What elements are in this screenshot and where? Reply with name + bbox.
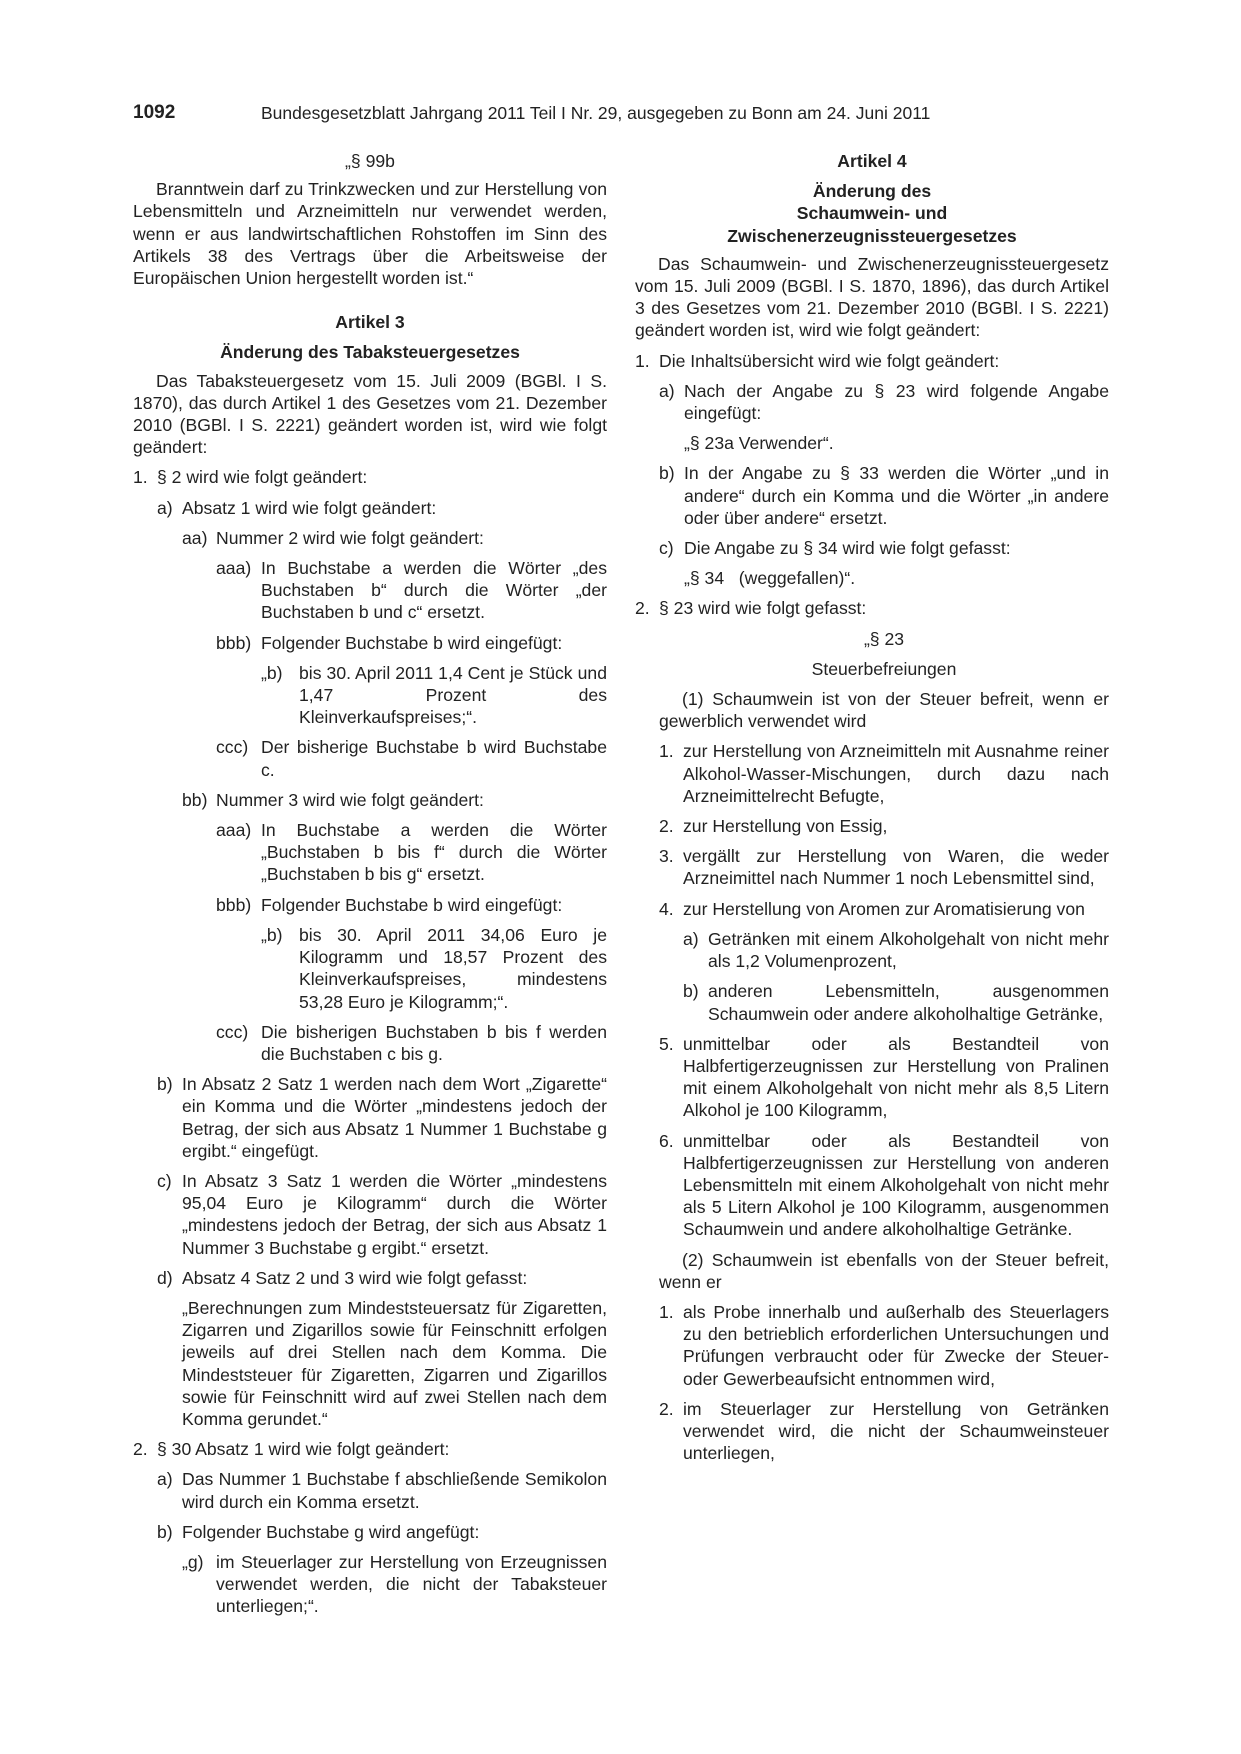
list-item (133, 1438, 607, 1460)
item-text: anderen Lebensmitteln, ausgenommen Schaumwein oder andere alkoholhaltige Getränke, (708, 981, 1109, 1024)
article-4-heading: Artikel 4 (837, 151, 907, 171)
list-item (157, 1267, 607, 1289)
list-item (659, 1398, 1109, 1465)
item-text: In Absatz 2 Satz 1 werden nach dem Wort „Zigarette“ ein Komma und die Wörter „mindestens jedoch der Betrag, der sich aus Absatz 1 Nummer 1 Buchstabe g ergibt.“ eingefügt. (182, 1074, 607, 1161)
item-number: „b) (261, 662, 283, 683)
list-item (659, 898, 1109, 920)
quoted-text: „§ 34 (weggefallen)“. (684, 568, 856, 589)
paragraph-2: (2) Schaumwein ist ebenfalls von der Steuer befreit, wenn er (659, 1249, 1109, 1292)
item-number: 4. (659, 898, 674, 919)
item-number: 1. (659, 741, 674, 762)
item-text: Die Inhaltsübersicht wird wie folgt geändert: (659, 350, 1000, 371)
item-text: zur Herstellung von Arzneimitteln mit Ausnahme reiner Alkohol-Wasser-Mischungen, durch dazu nach Arzneimittelrecht Befugte, (683, 741, 1109, 806)
item-text: § 23 wird wie folgt gefasst: (659, 598, 867, 619)
list-item (659, 815, 1109, 837)
article-3-title: Änderung des Tabaksteuergesetzes (220, 342, 520, 363)
quoted-text: „§ 23a Verwender“. (684, 433, 834, 454)
item-text: zur Herstellung von Essig, (683, 816, 888, 837)
item-number: ccc) (216, 1021, 249, 1042)
item-number: c) (659, 538, 674, 559)
item-text: unmittelbar oder als Bestandteil von Halbfertigerzeugnissen zur Herstellung von anderen Lebensmitteln mit einem Alkoholgehalt von nicht mehr als 5 Litern Alkohol je 100 Kilogramm, ausgenommen Schaumwein und andere alkoholhaltige Getränke. (683, 1130, 1109, 1240)
list-item (659, 1033, 1109, 1122)
item-number: b) (659, 463, 675, 484)
item-text: Absatz 4 Satz 2 und 3 wird wie folgt gefasst: (182, 1267, 528, 1288)
item-number: aaa) (216, 820, 252, 841)
item-number: 2. (635, 598, 650, 619)
list-item (659, 462, 1109, 529)
item-number: a) (659, 380, 675, 401)
item-text: § 2 wird wie folgt geändert: (157, 467, 368, 488)
item-text: In Buchstabe a werden die Wörter „des Buchstaben b“ durch die Wörter „der Buchstaben b und c“ ersetzt. (261, 558, 607, 623)
item-text: In Buchstabe a werden die Wörter „Buchstaben b bis f“ durch die Wörter „Buchstaben b bis g“ ersetzt. (261, 820, 607, 885)
quoted-item (261, 662, 607, 729)
list-item (216, 819, 607, 886)
item-number: 2. (659, 816, 674, 837)
item-text: Getränken mit einem Alkoholgehalt von nicht mehr als 1,2 Volumenprozent, (708, 928, 1109, 972)
list-item (216, 557, 607, 624)
quoted-item (261, 924, 607, 1013)
item-number: ccc) (216, 737, 249, 758)
item-text: unmittelbar oder als Bestandteil von Halbfertigerzeugnissen zur Herstellung von Pralinen mit einem Alkoholgehalt von nicht mehr als 8,5 Litern Alkohol je 100 Kilogramm, (683, 1033, 1109, 1121)
item-text: In Absatz 3 Satz 1 werden die Wörter „mindestens 95,04 Euro je Kilogramm“ durch die Wörter „mindestens jedoch der Betrag, der sich aus Absatz 1 Nummer 3 Buchstabe g ergibt.“ ersetzt. (182, 1170, 607, 1258)
item-number: 1. (133, 467, 148, 488)
list-item (659, 845, 1109, 889)
item-text: Folgender Buchstabe b wird eingefügt: (261, 894, 563, 915)
article-4-title-line3: Zwischenerzeugnissteuergesetzes (727, 225, 1017, 246)
section-99b-text: Branntwein darf zu Trinkzwecken und zur Herstellung von Lebensmitteln und Arzneimitteln nur verwendet werden, wenn er aus landwirtschaftlichen Rohstoffen im Sinn des Artikels 38 des Vertrags über die Arbeitsweise der Europäischen Union hergestellt worden ist.“ (133, 179, 607, 289)
item-text: Die Angabe zu § 34 wird wie folgt gefasst: (684, 538, 1011, 559)
item-number: aa) (182, 527, 208, 548)
list-item (635, 350, 1109, 372)
list-item (659, 380, 1109, 424)
list-item (157, 1170, 607, 1259)
section-23-subtitle: Steuerbefreiungen (811, 658, 957, 679)
item-number: 5. (659, 1033, 674, 1054)
item-number: bbb) (216, 894, 252, 915)
item-number: 1. (659, 1301, 674, 1322)
item-text: Nach der Angabe zu § 23 wird folgende Angabe eingefügt: (684, 380, 1109, 424)
list-item (157, 1073, 607, 1162)
article-4-title-line1: Änderung des (812, 181, 932, 202)
item-number: a) (683, 928, 699, 949)
running-head: Bundesgesetzblatt Jahrgang 2011 Teil I Nr. 29, ausgegeben zu Bonn am 24. Juni 2011 (261, 103, 931, 123)
article-3-heading: Artikel 3 (335, 312, 405, 333)
list-item (683, 980, 1109, 1024)
list-item (216, 736, 607, 780)
list-item (133, 466, 607, 488)
list-item (157, 1468, 607, 1512)
item-text: Folgender Buchstabe b wird eingefügt: (261, 632, 563, 653)
item-number: c) (157, 1170, 172, 1191)
list-item (635, 597, 1109, 619)
item-number: b) (683, 981, 699, 1002)
list-item (157, 1521, 607, 1543)
item-text: als Probe innerhalb und außerhalb des Steuerlagers zu den betrieblich erforderlichen Untersuchungen und Prüfungen verbraucht oder für Zwecke der Steuer- oder Gewerbeaufsicht entnommen wird, (683, 1301, 1109, 1389)
item-text: § 30 Absatz 1 wird wie folgt geändert: (157, 1439, 450, 1460)
section-23-block (659, 628, 1109, 1465)
section-99b-title: „§ 99b (345, 151, 395, 171)
item-text: Absatz 1 wird wie folgt geändert: (182, 497, 437, 518)
list-item (683, 928, 1109, 972)
item-number: b) (157, 1521, 173, 1542)
item-number: „g) (182, 1551, 204, 1572)
item-text: zur Herstellung von Aromen zur Aromatisierung von (683, 898, 1085, 919)
item-text: Folgender Buchstabe g wird angefügt: (182, 1521, 480, 1542)
list-item (182, 527, 607, 549)
list-item (659, 537, 1109, 559)
item-number: bbb) (216, 632, 252, 653)
list-item (659, 1301, 1109, 1390)
item-number: d) (157, 1267, 173, 1288)
list-item (659, 740, 1109, 807)
item-text: Der bisherige Buchstabe b wird Buchstabe c. (261, 737, 607, 780)
quoted-item (182, 1551, 607, 1618)
list-item (216, 632, 607, 654)
item-number: bb) (182, 789, 208, 810)
article-4-intro: Das Schaumwein- und Zwischenerzeugnissteuergesetz vom 15. Juli 2009 (BGBl. I S. 1870, 1896), das durch Artikel 3 des Gesetzes vom 21. Dezember 2010 (BGBl. I S. 2221) geändert worden ist, wird wie folgt geändert: (635, 253, 1109, 341)
article-3-intro: Das Tabaksteuergesetz vom 15. Juli 2009 (BGBl. I S. 1870), das durch Artikel 1 des Gesetzes vom 21. Dezember 2010 (BGBl. I S. 2221) geändert worden ist, wird wie folgt geändert: (133, 370, 607, 458)
item-text: Das Nummer 1 Buchstabe f abschließende Semikolon wird durch ein Komma ersetzt. (182, 1469, 607, 1512)
list-item (216, 894, 607, 916)
item-number: 6. (659, 1130, 674, 1151)
section-23-title: „§ 23 (863, 628, 905, 649)
item-text: vergällt zur Herstellung von Waren, die weder Arzneimittel nach Nummer 1 noch Lebensmittel sind, (683, 846, 1109, 889)
list-item (216, 1021, 607, 1065)
item-text: bis 30. April 2011 1,4 Cent je Stück und 1,47 Prozent des Kleinverkaufspreises;“. (299, 662, 607, 728)
item-number: b) (157, 1074, 173, 1095)
item-number: 2. (659, 1398, 674, 1419)
item-text: bis 30. April 2011 34,06 Euro je Kilogramm und 18,57 Prozent des Kleinverkaufspreises, mindestens 53,28 Euro je Kilogramm;“. (299, 924, 607, 1012)
item-number: 2. (133, 1439, 148, 1460)
article-4-title-line2: Schaumwein- und (796, 203, 948, 224)
item-text: Nummer 3 wird wie folgt geändert: (216, 789, 484, 810)
list-item (157, 497, 607, 519)
item-number: aaa) (216, 558, 252, 579)
item-number: 3. (659, 846, 674, 867)
list-item (659, 1130, 1109, 1241)
item-text: Nummer 2 wird wie folgt geändert: (216, 527, 484, 548)
item-number: a) (157, 497, 173, 518)
left-column (133, 150, 607, 1618)
item-number: „b) (261, 924, 283, 945)
item-text: In der Angabe zu § 33 werden die Wörter „und in andere“ durch ein Komma und die Wörter „in andere oder über andere“ ersetzt. (684, 463, 1109, 528)
item-text: Die bisherigen Buchstaben b bis f werden die Buchstaben c bis g. (261, 1021, 607, 1064)
item-number: a) (157, 1469, 173, 1490)
item-text: im Steuerlager zur Herstellung von Erzeugnissen verwendet werden, die nicht der Tabaksteuer unterliegen;“. (216, 1551, 607, 1617)
page-number: 1092 (133, 102, 176, 123)
item-text: im Steuerlager zur Herstellung von Getränken verwendet wird, die nicht der Schaumweinsteuer unterliegen, (683, 1398, 1109, 1464)
list-item (182, 789, 607, 811)
paragraph-1: (1) Schaumwein ist von der Steuer befreit, wenn er gewerblich verwendet wird (659, 689, 1109, 732)
quoted-text: „Berechnungen zum Mindeststeuersatz für Zigaretten, Zigarren und Zigarillos sowie für Feinschnitt erfolgen jeweils auf drei Stellen nach dem Komma. Die Mindeststeuer für Zigaretten, Zigarren und Zigarillos sowie für Feinschnitt wird auf zwei Stellen nach dem Komma gerundet.“ (182, 1297, 607, 1429)
item-number: 1. (635, 350, 650, 371)
right-column (635, 150, 1109, 1464)
